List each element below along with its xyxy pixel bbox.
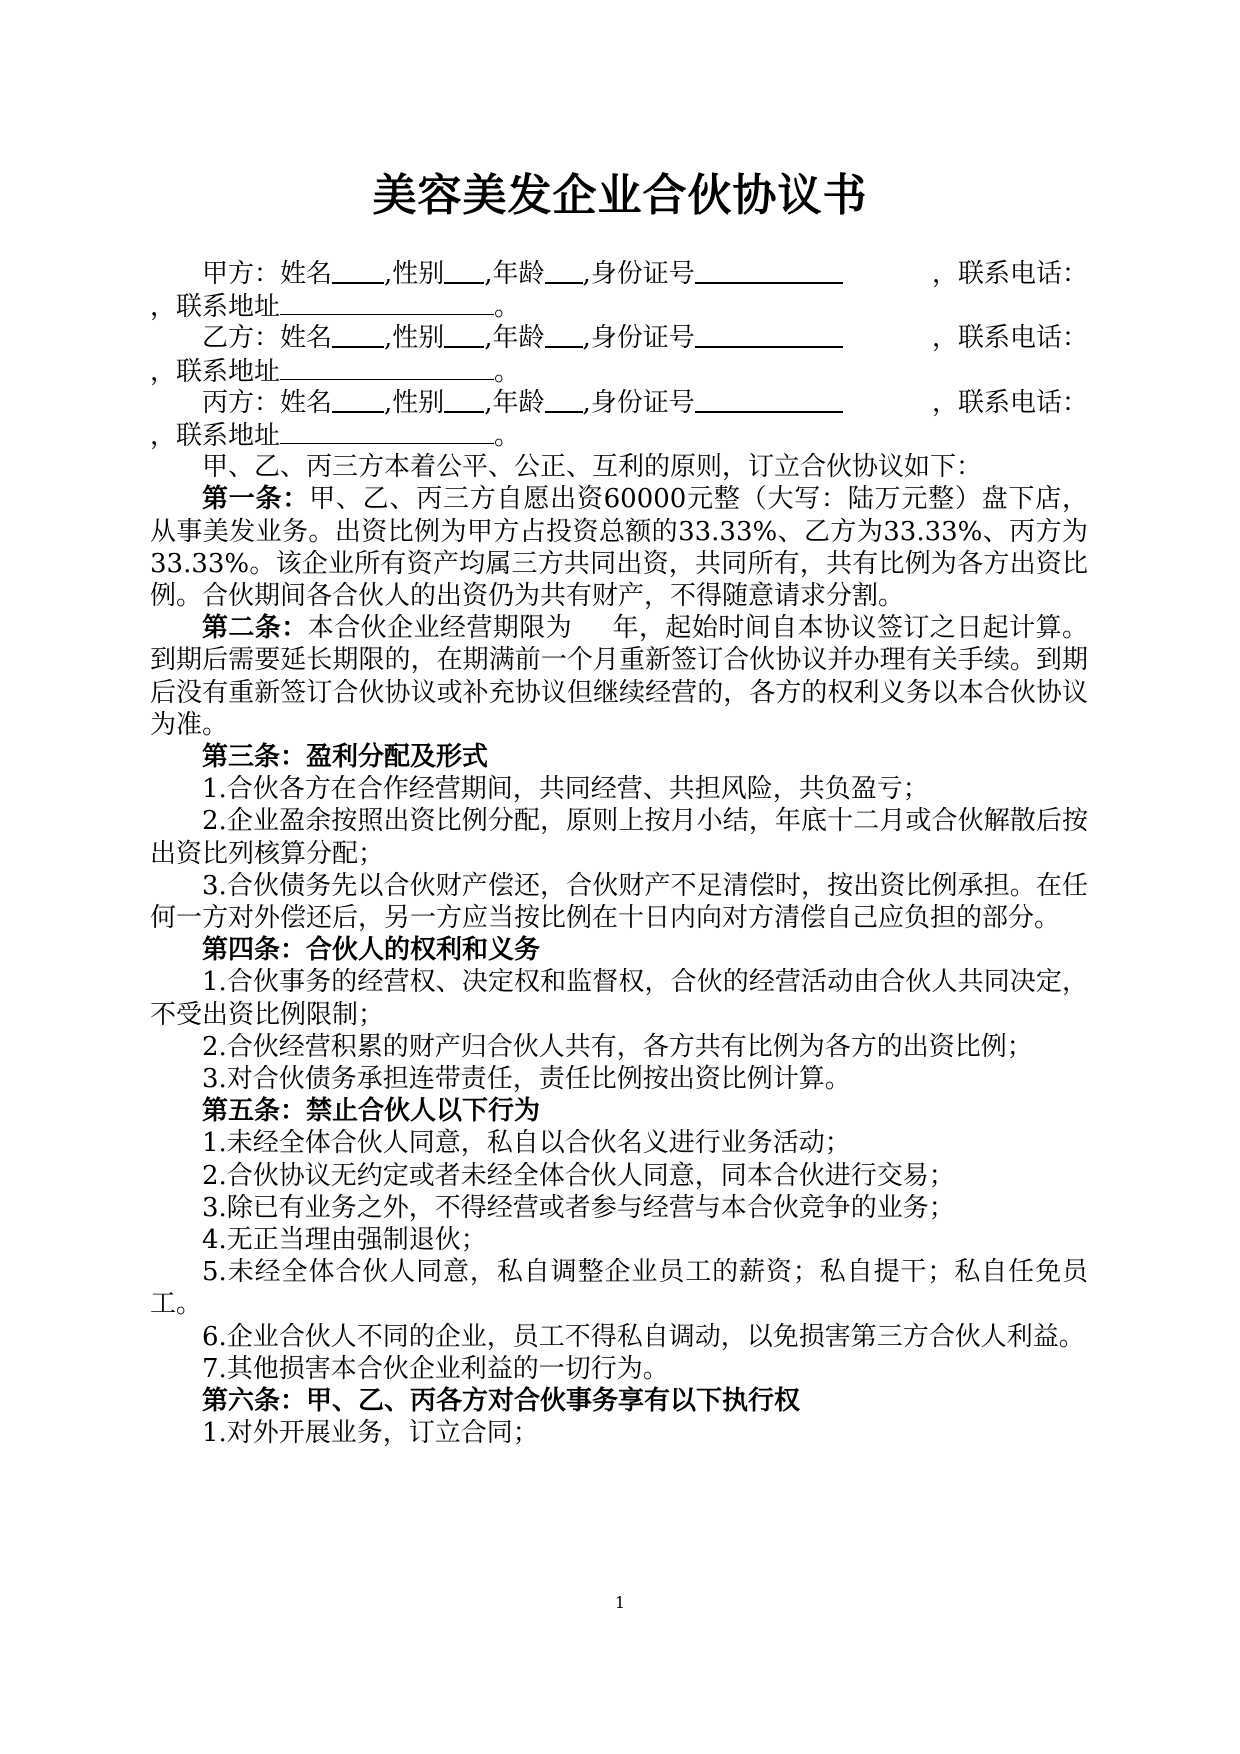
party-block <box>150 322 1088 386</box>
party-line <box>150 258 1088 290</box>
age-blank <box>545 322 583 348</box>
party-end-mark: 。 <box>494 356 521 387</box>
article-5-item: 7.其他损害本合伙企业利益的一切行为。 <box>202 1353 669 1384</box>
party-id-label: ,身份证号 <box>582 387 695 418</box>
article-2-heading: 第二条： <box>202 613 308 644</box>
party-sex-label: ,性别 <box>384 259 445 289</box>
party-sex-label: ,性别 <box>384 323 445 354</box>
age-blank <box>545 387 583 413</box>
address-blank <box>280 419 494 444</box>
article-1 <box>150 483 1088 612</box>
address-blank <box>280 355 494 380</box>
article-5-item: 1.未经全体合伙人同意，私自以合伙名义进行业务活动； <box>202 1128 851 1159</box>
intro-paragraph: 甲、乙、丙三方本着公平、公正、互利的原则，订立合伙协议如下： <box>202 452 983 483</box>
article-5-item: 6.企业合伙人不同的企业，员工不得私自调动，以免损害第三方合伙人利益。 <box>202 1321 1085 1352</box>
party-end-mark: 。 <box>494 420 521 451</box>
article-5-item: 4.无正当理由强制退伙； <box>202 1225 487 1255</box>
article-4-item: 1.合伙事务的经营权、决定权和监督权，合伙的经营活动由合伙人共同决定，不受出资比例限制； <box>150 967 1088 1030</box>
article-3-item: 1.合伙各方在合作经营期间，共同经营、共担风险，共负盈亏； <box>202 774 929 805</box>
party-age-label: ,年龄 <box>484 259 545 289</box>
name-blank <box>332 258 384 284</box>
page-number: 1 <box>614 1593 626 1612</box>
document-title: 美容美发企业合伙协议书 <box>372 170 868 221</box>
sex-blank <box>444 387 484 413</box>
party-name-label: 乙方：姓名 <box>202 323 333 354</box>
article-3-item: 3.合伙债务先以合伙财产偿还，合伙财产不足清偿时，按出资比例承担。在任何一方对外偿还后，另一方应当按比例在十日内向对方清偿自己应负担的部分。 <box>150 870 1088 933</box>
party-block <box>150 387 1088 451</box>
article-4-item: 3.对合伙债务承担连带责任，责任比例按出资比例计算。 <box>202 1063 851 1094</box>
party-address-label: ，联系地址 <box>150 292 281 323</box>
article-3-heading: 第三条：盈利分配及形式 <box>202 741 489 772</box>
name-blank <box>332 322 384 348</box>
party-sex-label: ,性别 <box>384 387 445 418</box>
address-blank <box>280 290 494 315</box>
document-body <box>150 258 1088 1449</box>
article-2-text-continued: 年，起始时间自本协议签订之日起计算。到期后需要延长期限的，在期满前一个月重新签订合伙协议并办理有关手续。到期后没有重新签订合伙协议或补充协议但继续经营的，各方的权利义务以本合伙协议为准。 <box>150 613 1088 740</box>
article-2-text: 本合伙企业经营期限为 <box>307 613 573 644</box>
article-1-text: 甲、乙、丙三方自愿出资60000元整（大写：陆万元整）盘下店，从事美发业务。出资比例为甲方占投资总额的33.33%、乙方为33.33%、丙方为33.33%。该企业所有资产均属三方共同出资，共同所有，共有比例为各方出资比例。合伙期间各合伙人的出资仍为共有财产，不得随意请求分割。 <box>150 484 1088 611</box>
party-phone-label: ，联系电话： <box>931 387 1088 418</box>
article-4-item: 2.合伙经营积累的财产归合伙人共有，各方共有比例为各方的出资比例； <box>202 1031 1033 1062</box>
name-blank <box>332 387 384 413</box>
article-6-item: 1.对外开展业务，订立合同； <box>202 1418 539 1449</box>
party-name-label: 丙方：姓名 <box>202 387 333 418</box>
party-age-label: ,年龄 <box>484 387 545 418</box>
article-5-item: 3.除已有业务之外，不得经营或者参与经营与本合伙竞争的业务； <box>202 1192 955 1223</box>
id-number-blank <box>695 322 843 348</box>
article-5-item: 5.未经全体合伙人同意，私自调整企业员工的薪资；私自提干；私自任免员工。 <box>150 1257 1088 1320</box>
sex-blank <box>444 258 484 284</box>
sex-blank <box>444 322 484 348</box>
party-block <box>150 258 1088 322</box>
id-number-blank <box>695 258 843 284</box>
article-2 <box>150 612 1088 741</box>
article-6-heading: 第六条：甲、乙、丙各方对合伙事务享有以下执行权 <box>202 1386 801 1417</box>
age-blank <box>545 258 583 284</box>
party-age-label: ,年龄 <box>484 323 545 354</box>
article-3-item: 2.企业盈余按照出资比例分配，原则上按月小结，年底十二月或合伙解散后按出资比列核算分配； <box>150 806 1088 869</box>
party-address-line <box>150 290 1088 322</box>
party-line <box>150 387 1088 419</box>
article-1-heading: 第一条： <box>202 484 310 515</box>
party-phone-label: ，联系电话： <box>931 323 1088 354</box>
article-4-heading: 第四条：合伙人的权利和义务 <box>202 935 541 966</box>
article-5-heading: 第五条：禁止合伙人以下行为 <box>202 1096 541 1127</box>
party-name-label: 甲方：姓名 <box>202 259 333 289</box>
party-line <box>150 322 1088 354</box>
party-address-label: ，联系地址 <box>150 420 281 451</box>
article-5-item: 2.合伙协议无约定或者未经全体合伙人同意，同本合伙进行交易； <box>202 1160 955 1191</box>
id-number-blank <box>695 387 843 413</box>
party-id-label: ,身份证号 <box>582 259 695 289</box>
party-address-line <box>150 355 1088 387</box>
party-id-label: ,身份证号 <box>582 323 695 354</box>
party-address-label: ，联系地址 <box>150 356 281 387</box>
party-end-mark: 。 <box>494 292 521 323</box>
party-phone-label: ，联系电话： <box>931 259 1088 289</box>
party-address-line <box>150 419 1088 451</box>
